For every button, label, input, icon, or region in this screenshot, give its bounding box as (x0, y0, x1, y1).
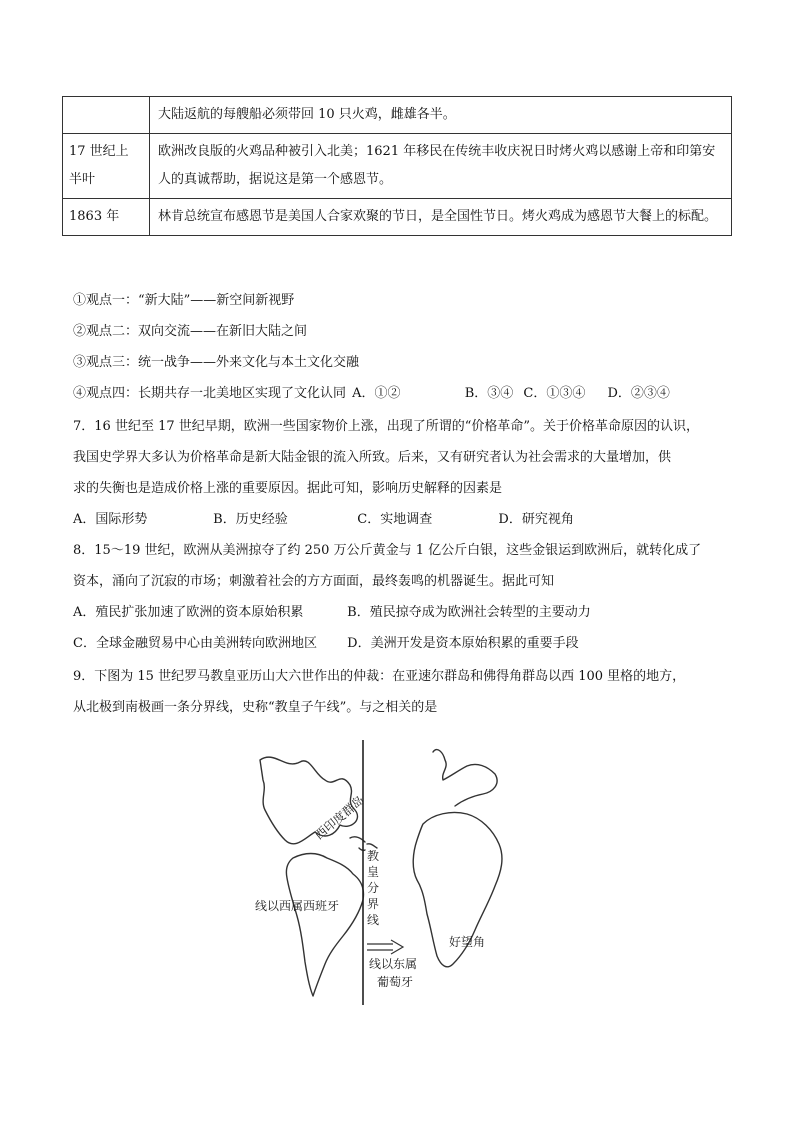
table-row (63, 134, 732, 199)
map-graphic (255, 740, 525, 1010)
papal-meridian-map (255, 740, 525, 1010)
label-meridian-char: 线 (367, 913, 380, 927)
q7-option-d: D．研究视角 (498, 512, 574, 527)
q6-option-a: A．①② (352, 386, 401, 401)
viewpoint-4-with-options (73, 385, 670, 403)
label-meridian-char: 皇 (367, 865, 380, 879)
label-meridian-char: 界 (367, 897, 380, 911)
q8-line-2: 资本，涌向了沉寂的市场；刺激着社会的方方面面，最终轰鸣的机器诞生。据此可知 (73, 574, 555, 589)
period-cell: 17 世纪上 半叶 (63, 134, 150, 199)
q9-line-2: 从北极到南极画一条分界线，史称“教皇子午线”。与之相关的是 (73, 700, 438, 715)
q8-options-row-1 (73, 604, 591, 622)
q7-option-b: B．历史经验 (213, 512, 288, 527)
europe-coast-icon (433, 750, 497, 806)
viewpoint-3: ③观点三：统一战争——外来文化与本土文化交融 (73, 355, 360, 370)
q8-line-1: 8．15～19 世纪，欧洲从美洲掠夺了约 250 万公斤黄金与 1 亿公斤白银，这些金银运到欧洲后，就转化成了 (73, 543, 702, 558)
q6-option-c: C．①③④ (523, 386, 586, 401)
content-cell: 大陆返航的每艘船必须带回 10 只火鸡，雌雄各半。 (150, 97, 732, 134)
q8-option-b: B．殖民掠夺成为欧洲社会转型的主要动力 (347, 605, 591, 620)
label-meridian-char: 分 (367, 881, 380, 895)
label-west-spain: 线以西属西班牙 (255, 899, 340, 913)
arrow-east-icon (367, 940, 403, 954)
label-meridian-char: 教 (367, 849, 380, 863)
q8-option-c: C．全球金融贸易中心由美洲转向欧洲地区 (73, 636, 317, 651)
history-table (62, 96, 732, 236)
q7-line-2: 我国史学界大多认为价格革命是新大陆金银的流入所致。后来，又有研究者认为社会需求的大量增加，供 (73, 450, 672, 465)
q8-option-a: A．殖民扩张加速了欧洲的资本原始积累 (73, 605, 304, 620)
q7-line-3: 求的失衡也是造成价格上涨的重要原因。据此可知，影响历史解释的因素是 (73, 481, 503, 496)
label-west-indies: 西印度群岛 (311, 792, 367, 843)
q7-options (73, 511, 574, 529)
q7-line-1: 7．16 世纪至 17 世纪早期，欧洲一些国家物价上涨，出现了所谓的“价格革命”。关于价格革命原因的认识， (73, 419, 700, 434)
q7-option-c: C．实地调查 (357, 512, 433, 527)
period-cell: 1863 年 (63, 199, 150, 236)
table-row (63, 97, 732, 134)
content-cell: 林肯总统宣布感恩节是美国人合家欢聚的节日，是全国性节日。烤火鸡成为感恩节大餐上的标配。 (150, 199, 732, 236)
period-cell (63, 97, 150, 134)
q6-option-d: D．②③④ (607, 386, 670, 401)
q8-options-row-2 (73, 635, 579, 653)
viewpoint-4: ④观点四：长期共存一北美地区实现了文化认同 (73, 386, 347, 401)
south-america-coast-icon (286, 854, 363, 997)
label-cape-of-good-hope: 好望角 (449, 935, 486, 949)
viewpoint-2: ②观点二：双向交流——在新旧大陆之间 (73, 324, 308, 339)
q9-line-1: 9．下图为 15 世纪罗马教皇亚历山大六世作出的仲裁：在亚速尔群岛和佛得角群岛以西 100 里格的地方， (73, 669, 686, 684)
q6-option-b: B．③④ (464, 386, 514, 401)
table-row (63, 199, 732, 236)
viewpoint-1: ①观点一：“新大陆”——新空间新视野 (73, 293, 295, 308)
content-cell: 欧洲改良版的火鸡品种被引入北美；1621 年移民在传统丰收庆祝日时烤火鸡以感谢上帝和印第安人的真诚帮助，据说这是第一个感恩节。 (150, 134, 732, 199)
label-east-line1: 线以东属 (369, 957, 418, 971)
q8-option-d: D．美洲开发是资本原始积累的重要手段 (347, 636, 579, 651)
q7-option-a: A．国际形势 (73, 512, 148, 527)
north-america-coast-icon (260, 757, 357, 844)
label-east-line2: 葡萄牙 (377, 975, 414, 989)
